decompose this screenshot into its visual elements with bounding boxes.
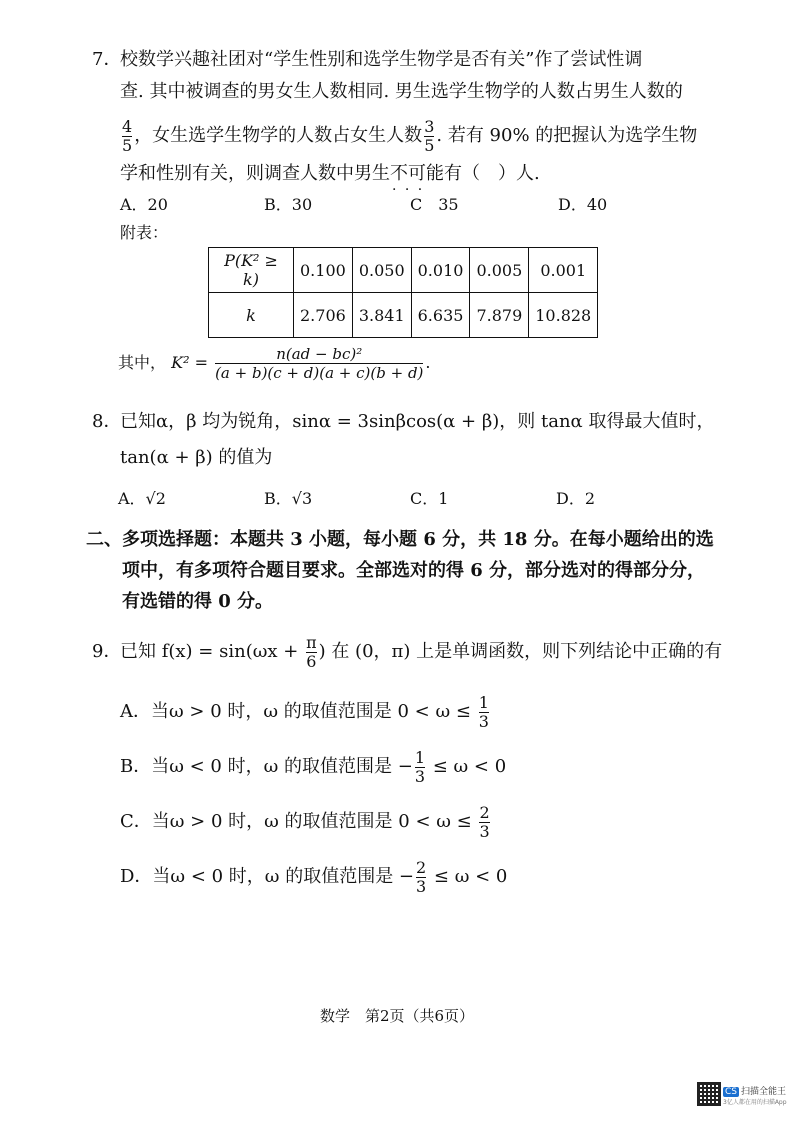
table-cell: 7.879	[470, 293, 529, 338]
table-cell: 0.001	[529, 248, 598, 293]
q8-option-a: A．√2	[118, 489, 166, 508]
table-cell: 0.005	[470, 248, 529, 293]
scanner-logo: CS 扫描全能王	[725, 1087, 787, 1097]
q7-option-b: B．30	[264, 195, 313, 214]
k-squared-formula: 其中， K² = $\frac{\text{n(ad − bc)²}}{(a + b)(c + d)(a + c)(b + d)}$ .	[118, 345, 431, 382]
camscanner-icon: CS	[725, 1087, 737, 1097]
critical-value-table	[208, 247, 598, 338]
q9-option-a: A．当ω > 0 时，ω 的取值范围是 0 < ω ≤ $\frac{1}{3}$	[120, 692, 489, 731]
q8-option-d: D．2	[556, 489, 596, 508]
q9-option-d: D．当ω < 0 时，ω 的取值范围是 − $\frac{2}{3}$ ≤ ω < 0	[120, 857, 508, 896]
section2-title: 二、多项选择题：本题共 3 小题，每小题 6 分，共 18 分。在每小题给出的选	[86, 529, 714, 550]
q7-line2: 查. 其中被调查的男女生人数相同. 男生选学生物学的人数占男生人数的	[120, 81, 683, 102]
q7-line4: 学和性别有关，则调查人数中男生不可能 · · ·有（ ）人.	[120, 162, 540, 186]
table-cell: 6.635	[411, 293, 470, 338]
table-cell: k	[209, 293, 294, 338]
table-cell: 10.828	[529, 293, 598, 338]
q8-number: 8．	[92, 411, 122, 432]
q8-line2: tan(α + β) 的值为	[120, 447, 273, 468]
q9-number: 9．	[92, 641, 122, 662]
q7-option-c: C 35	[410, 195, 459, 214]
table-cell: P(K² ≥ k)	[209, 248, 294, 293]
page-footer: 数学 第2页（共6页）	[319, 1007, 475, 1025]
pi-over-6-fraction: $\frac{\pi}{6}$	[306, 632, 317, 671]
q9-option-b: B．当ω < 0 时，ω 的取值范围是 − $\frac{1}{3}$ ≤ ω < 0	[120, 747, 507, 786]
table-cell: 0.010	[411, 248, 470, 293]
q8-option-b: B．√3	[264, 489, 313, 508]
qr-code-icon	[697, 1082, 721, 1106]
appendix-label: 附表：	[120, 223, 169, 242]
emphasis-dotted-text: 不可能 · · ·	[390, 162, 444, 186]
table-cell: 2.706	[294, 293, 353, 338]
q7-line1: 7．校数学兴趣社团对“学生性别和选学生物学是否有关”作了尝试性调	[92, 49, 643, 70]
table-cell: 0.050	[352, 248, 411, 293]
scanner-subtext: 3亿人都在用的扫描App	[723, 1099, 787, 1106]
q9-stem: 9．已知 f(x) = sin(ωx + $\frac{\pi}{6}$ ) 在 (0，π) 上是单调函数，则下列结论中正确的有	[92, 630, 722, 674]
q7-fraction-4-5: $\frac{4}{5}$	[122, 116, 133, 155]
table-cell: 0.100	[294, 248, 353, 293]
table-row	[209, 293, 598, 338]
q7-number: 7．	[92, 49, 122, 70]
q7-line3: $\frac{4}{5}$ ，女生选学生物学的人数占女生人数 $\frac{3}{5}$ . 若有 90% 的把握认为选学生物	[122, 116, 698, 155]
section2-line3: 有选错的得 0 分。	[122, 591, 274, 612]
q9-option-c: C．当ω > 0 时，ω 的取值范围是 0 < ω ≤ $\frac{2}{3}$	[120, 802, 490, 841]
table-cell: 3.841	[352, 293, 411, 338]
q7-option-d: D．40	[558, 195, 608, 214]
section2-line2: 项中，有多项符合题目要求。全部选对的得 6 分，部分选对的得部分分，	[122, 560, 706, 581]
table-row	[209, 248, 598, 293]
q7-fraction-3-5: $\frac{3}{5}$	[424, 116, 435, 155]
q8-line1: 8．已知α，β 均为锐角，sinα = 3sinβcos(α + β)，则 tanα 取得最大值时，	[92, 411, 715, 432]
q8-option-c: C．1	[410, 489, 449, 508]
q7-option-a: A．20	[120, 195, 168, 214]
